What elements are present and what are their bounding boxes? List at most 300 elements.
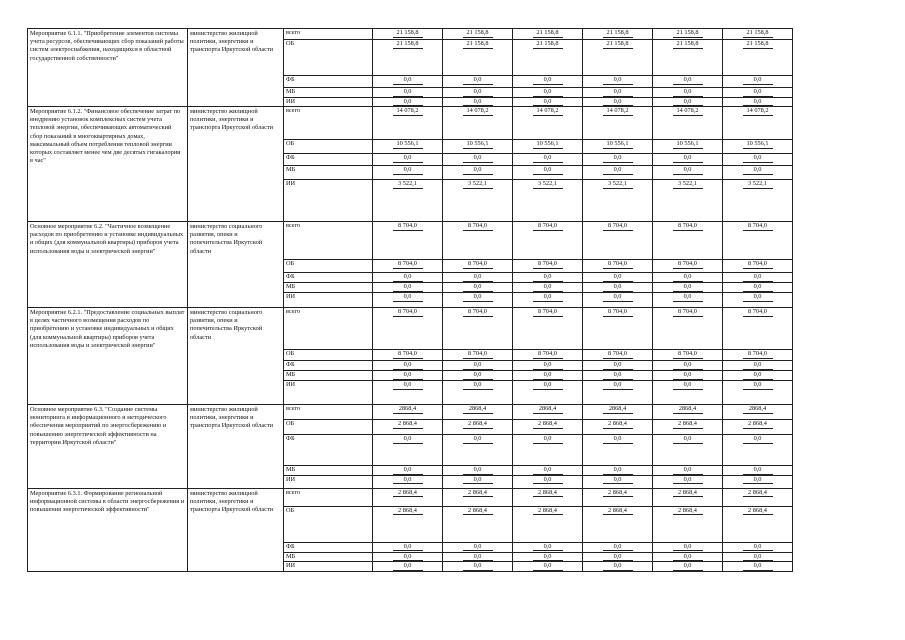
value-text: 2 868,4	[463, 489, 493, 498]
value-text: 0,0	[463, 381, 493, 390]
value-cell	[653, 466, 723, 476]
value-cell	[373, 475, 443, 488]
value-text: 3 522,1	[673, 180, 703, 189]
value-cell	[513, 140, 583, 154]
value-text: 2868,4	[603, 405, 633, 414]
value-text: 0,0	[673, 293, 703, 302]
value-cell	[583, 283, 653, 293]
funding-source-cell: ИИ	[284, 475, 373, 488]
value-text: 21 158,8	[603, 40, 633, 49]
value-cell	[443, 154, 513, 166]
funding-source-cell: ОБ	[284, 260, 373, 273]
value-cell	[513, 273, 583, 283]
value-text: 0,0	[393, 466, 423, 475]
value-text: 21 158,8	[673, 40, 703, 49]
value-text: 0,0	[533, 361, 563, 370]
value-cell	[583, 562, 653, 572]
funding-source-cell: ОБ	[284, 40, 373, 76]
value-cell	[653, 405, 723, 420]
value-cell	[443, 542, 513, 552]
value-cell	[723, 475, 793, 488]
value-cell	[723, 166, 793, 180]
value-text: 0,0	[533, 553, 563, 562]
value-text: 0,0	[743, 154, 773, 163]
value-cell	[513, 420, 583, 435]
value-cell	[723, 283, 793, 293]
value-text: 2 868,4	[463, 420, 493, 429]
value-text: 8 704,0	[673, 260, 703, 269]
value-text: 2 868,4	[393, 489, 423, 498]
value-cell	[653, 222, 723, 260]
value-cell	[443, 260, 513, 273]
value-text: 0,0	[393, 435, 423, 444]
value-text: 0,0	[393, 76, 423, 85]
value-cell	[653, 107, 723, 140]
value-text: 0,0	[533, 435, 563, 444]
value-cell	[653, 350, 723, 361]
value-text: 2868,4	[393, 405, 423, 414]
value-text: 14 078,2	[673, 107, 703, 116]
value-text: 2 868,4	[393, 507, 423, 516]
value-text: 2 868,4	[603, 489, 633, 498]
value-text: 3 522,1	[603, 180, 633, 189]
value-cell	[653, 371, 723, 381]
value-text: 0,0	[393, 273, 423, 282]
value-text: 0,0	[743, 553, 773, 562]
value-cell	[653, 562, 723, 572]
value-text: 0,0	[603, 98, 633, 107]
activity-title: Мероприятие 6.3.1. Формирование региональной информационной системы в области энергосбережения и повышения энергетической эффективности"	[28, 488, 188, 571]
value-text: 0,0	[463, 283, 493, 292]
value-text: 0,0	[743, 293, 773, 302]
value-cell	[723, 29, 793, 40]
value-cell	[583, 381, 653, 405]
value-text: 0,0	[393, 562, 423, 571]
value-cell	[373, 405, 443, 420]
value-cell	[723, 466, 793, 476]
value-cell	[443, 88, 513, 98]
value-cell	[443, 29, 513, 40]
value-cell	[723, 308, 793, 350]
value-text: 3 522,1	[743, 180, 773, 189]
value-cell	[723, 97, 793, 107]
value-cell	[443, 166, 513, 180]
funding-source-cell: ОБ	[284, 420, 373, 435]
value-cell	[373, 293, 443, 308]
funding-source-cell: ИИ	[284, 562, 373, 572]
value-cell	[443, 180, 513, 222]
value-text: 0,0	[533, 371, 563, 380]
funding-source-cell: ФБ	[284, 76, 373, 88]
value-cell	[513, 361, 583, 371]
value-cell	[443, 405, 513, 420]
funding-source-cell: ИИ	[284, 293, 373, 308]
value-text: 0,0	[463, 273, 493, 282]
value-text: 8 704,0	[463, 308, 493, 317]
value-cell	[373, 381, 443, 405]
funding-source-cell: МБ	[284, 88, 373, 98]
value-text: 0,0	[463, 166, 493, 175]
value-cell	[653, 260, 723, 273]
value-cell	[723, 140, 793, 154]
table-row	[28, 308, 793, 350]
value-text: 0,0	[393, 88, 423, 97]
value-cell	[723, 107, 793, 140]
executor-cell: министерство жилищной политики, энергетики и транспорта Иркутской области	[188, 488, 284, 571]
value-cell	[653, 506, 723, 542]
value-text: 14 078,2	[393, 107, 423, 116]
value-text: 0,0	[463, 371, 493, 380]
funding-source-cell: всего	[284, 308, 373, 350]
value-cell	[373, 506, 443, 542]
table-row	[28, 488, 793, 506]
executor-cell: министерство жилищной политики, энергетики и транспорта Иркутской области	[188, 107, 284, 222]
value-cell	[513, 40, 583, 76]
value-text: 0,0	[533, 88, 563, 97]
value-text: 0,0	[673, 154, 703, 163]
value-cell	[583, 140, 653, 154]
value-text: 0,0	[393, 476, 423, 485]
value-cell	[513, 371, 583, 381]
value-text: 21 158,8	[463, 40, 493, 49]
value-text: 0,0	[533, 76, 563, 85]
value-text: 0,0	[463, 293, 493, 302]
value-cell	[373, 40, 443, 76]
value-text: 2868,4	[533, 405, 563, 414]
value-cell	[653, 420, 723, 435]
value-cell	[723, 222, 793, 260]
value-cell	[653, 475, 723, 488]
value-text: 0,0	[533, 273, 563, 282]
table-row	[28, 29, 793, 40]
value-cell	[443, 420, 513, 435]
value-cell	[583, 488, 653, 506]
value-text: 8 704,0	[533, 350, 563, 359]
value-cell	[513, 166, 583, 180]
value-cell	[373, 435, 443, 466]
value-cell	[443, 293, 513, 308]
value-text: 0,0	[673, 166, 703, 175]
value-cell	[723, 180, 793, 222]
value-cell	[373, 180, 443, 222]
value-text: 2 868,4	[533, 420, 563, 429]
value-text: 0,0	[673, 381, 703, 390]
funding-source-cell: всего	[284, 222, 373, 260]
value-text: 0,0	[673, 476, 703, 485]
funding-source-cell: ФБ	[284, 154, 373, 166]
funding-source-cell: МБ	[284, 166, 373, 180]
value-text: 0,0	[743, 476, 773, 485]
funding-source-cell: ИИ	[284, 180, 373, 222]
value-text: 8 704,0	[743, 308, 773, 317]
value-text: 2868,4	[673, 405, 703, 414]
value-cell	[723, 381, 793, 405]
executor-cell: министерство социального развития, опеки и попечительства Иркутской области	[188, 222, 284, 308]
value-text: 0,0	[603, 381, 633, 390]
value-text: 0,0	[463, 466, 493, 475]
value-cell	[443, 475, 513, 488]
value-cell	[513, 88, 583, 98]
value-text: 0,0	[393, 371, 423, 380]
value-text: 0,0	[603, 553, 633, 562]
value-text: 14 078,2	[463, 107, 493, 116]
value-text: 10 556,1	[743, 140, 773, 149]
value-cell	[723, 371, 793, 381]
value-cell	[653, 180, 723, 222]
value-text: 21 158,8	[533, 40, 563, 49]
table-row	[28, 107, 793, 140]
funding-source-cell: МБ	[284, 552, 373, 562]
value-cell	[373, 97, 443, 107]
value-cell	[443, 308, 513, 350]
value-text: 21 158,8	[743, 29, 773, 38]
value-text: 0,0	[463, 88, 493, 97]
value-cell	[653, 542, 723, 552]
activity-title: Мероприятие 6.1.2. "Финансовое обеспечение затрат по внедрению установок комплексных систем учета тепловой энергии, обеспечивающих автоматический сбор показаний в многоквартирных домах, максимальный объем потребления тепловой энергии которых составляет менее чем две десятых гигакалории в час"	[28, 107, 188, 222]
value-cell	[583, 542, 653, 552]
value-cell	[723, 154, 793, 166]
value-text: 0,0	[463, 435, 493, 444]
value-text: 0,0	[673, 553, 703, 562]
value-text: 0,0	[673, 562, 703, 571]
value-cell	[373, 420, 443, 435]
value-text: 0,0	[393, 361, 423, 370]
value-cell	[513, 466, 583, 476]
value-cell	[583, 97, 653, 107]
funding-source-cell: МБ	[284, 371, 373, 381]
value-text: 10 556,1	[673, 140, 703, 149]
value-cell	[583, 466, 653, 476]
funding-source-cell: ФБ	[284, 435, 373, 466]
value-text: 2 868,4	[743, 420, 773, 429]
funding-source-cell: всего	[284, 107, 373, 140]
value-text: 0,0	[533, 166, 563, 175]
value-cell	[653, 361, 723, 371]
value-cell	[723, 88, 793, 98]
value-cell	[443, 40, 513, 76]
value-text: 2 868,4	[743, 507, 773, 516]
value-text: 0,0	[603, 283, 633, 292]
value-cell	[653, 552, 723, 562]
value-text: 0,0	[533, 154, 563, 163]
value-cell	[583, 420, 653, 435]
value-text: 0,0	[463, 476, 493, 485]
value-cell	[373, 283, 443, 293]
funding-source-cell: ИИ	[284, 97, 373, 107]
funding-source-cell: ОБ	[284, 506, 373, 542]
value-cell	[373, 371, 443, 381]
value-text: 0,0	[743, 361, 773, 370]
value-text: 0,0	[463, 154, 493, 163]
value-cell	[373, 361, 443, 371]
value-text: 0,0	[393, 553, 423, 562]
value-cell	[583, 435, 653, 466]
activity-title: Мероприятие 6.2.1. "Предоставление социальных выплат в целях частичного возмещения расходов по приобретению и установке индивидуальных и общих (для коммунальной квартиры) приборов учета использования воды и электрической энергии"	[28, 308, 188, 405]
executor-cell: министерство социального развития, опеки и попечительства Иркутской области	[188, 308, 284, 405]
value-cell	[583, 371, 653, 381]
table-row	[28, 222, 793, 260]
value-cell	[443, 506, 513, 542]
value-cell	[513, 350, 583, 361]
value-text: 0,0	[603, 154, 633, 163]
value-text: 0,0	[603, 476, 633, 485]
value-cell	[513, 260, 583, 273]
value-cell	[723, 506, 793, 542]
value-text: 0,0	[743, 381, 773, 390]
funding-source-cell: ОБ	[284, 140, 373, 154]
value-cell	[653, 293, 723, 308]
value-cell	[583, 552, 653, 562]
value-cell	[443, 371, 513, 381]
value-text: 0,0	[533, 466, 563, 475]
value-text: 0,0	[533, 293, 563, 302]
value-text: 21 158,8	[393, 29, 423, 38]
value-text: 2 868,4	[673, 489, 703, 498]
value-text: 0,0	[673, 371, 703, 380]
value-text: 0,0	[393, 543, 423, 552]
value-cell	[583, 361, 653, 371]
value-cell	[443, 435, 513, 466]
funding-source-cell: ИИ	[284, 381, 373, 405]
executor-cell: министерство жилищной политики, энергетики и транспорта Иркутской области	[188, 405, 284, 489]
value-text: 0,0	[463, 98, 493, 107]
value-text: 0,0	[743, 273, 773, 282]
value-text: 21 158,8	[603, 29, 633, 38]
value-cell	[513, 488, 583, 506]
value-text: 0,0	[603, 562, 633, 571]
value-text: 8 704,0	[673, 308, 703, 317]
value-cell	[583, 273, 653, 283]
value-cell	[723, 76, 793, 88]
value-cell	[513, 552, 583, 562]
value-text: 0,0	[743, 98, 773, 107]
value-cell	[653, 29, 723, 40]
value-text: 0,0	[743, 562, 773, 571]
value-text: 0,0	[463, 562, 493, 571]
value-cell	[513, 29, 583, 40]
funding-source-cell: МБ	[284, 466, 373, 476]
value-cell	[583, 350, 653, 361]
value-cell	[373, 350, 443, 361]
value-cell	[653, 40, 723, 76]
value-cell	[373, 562, 443, 572]
value-cell	[653, 88, 723, 98]
activity-title: Мероприятие 6.1.1. "Приобретение элементов системы учета ресурсов, обеспечивающих сбор показаний работы систем электроснабжения, находящихся в областной государственной собственности"	[28, 29, 188, 107]
value-text: 8 704,0	[393, 350, 423, 359]
value-text: 0,0	[673, 273, 703, 282]
value-text: 0,0	[603, 76, 633, 85]
value-text: 0,0	[393, 154, 423, 163]
value-cell	[583, 475, 653, 488]
value-cell	[583, 107, 653, 140]
value-cell	[443, 552, 513, 562]
value-cell	[373, 222, 443, 260]
value-cell	[513, 435, 583, 466]
funding-source-cell: всего	[284, 405, 373, 420]
value-text: 0,0	[603, 435, 633, 444]
value-cell	[443, 381, 513, 405]
value-text: 10 556,1	[393, 140, 423, 149]
value-text: 8 704,0	[743, 350, 773, 359]
value-cell	[583, 405, 653, 420]
value-cell	[723, 40, 793, 76]
value-cell	[443, 283, 513, 293]
value-cell	[443, 466, 513, 476]
value-text: 2 868,4	[533, 489, 563, 498]
value-text: 2 868,4	[673, 507, 703, 516]
value-text: 8 704,0	[463, 222, 493, 231]
value-cell	[373, 273, 443, 283]
value-cell	[443, 107, 513, 140]
value-cell	[653, 308, 723, 350]
budget-table	[27, 28, 793, 572]
value-text: 0,0	[743, 166, 773, 175]
value-text: 0,0	[393, 293, 423, 302]
funding-source-cell: ФБ	[284, 361, 373, 371]
value-text: 8 704,0	[603, 350, 633, 359]
value-cell	[653, 154, 723, 166]
value-text: 0,0	[743, 543, 773, 552]
value-text: 8 704,0	[673, 350, 703, 359]
value-text: 10 556,1	[603, 140, 633, 149]
value-cell	[723, 435, 793, 466]
value-text: 2 868,4	[743, 489, 773, 498]
value-cell	[373, 76, 443, 88]
value-cell	[443, 97, 513, 107]
value-cell	[373, 488, 443, 506]
value-cell	[443, 361, 513, 371]
value-text: 0,0	[463, 76, 493, 85]
activity-title: Основное мероприятие 6.2. "Частичное возмещение расходов по приобретению и установке индивидуальных и общих (для коммунальной квартиры) приборов учета использования воды и электрической энергии"	[28, 222, 188, 308]
value-cell	[653, 273, 723, 283]
value-text: 0,0	[743, 88, 773, 97]
value-text: 0,0	[603, 543, 633, 552]
value-text: 3 522,1	[533, 180, 563, 189]
value-cell	[373, 107, 443, 140]
value-cell	[723, 361, 793, 371]
value-cell	[723, 562, 793, 572]
value-text: 21 158,8	[673, 29, 703, 38]
value-cell	[373, 308, 443, 350]
value-text: 0,0	[743, 76, 773, 85]
value-text: 0,0	[603, 466, 633, 475]
value-text: 8 704,0	[603, 308, 633, 317]
value-text: 2868,4	[743, 405, 773, 414]
value-text: 8 704,0	[533, 222, 563, 231]
value-cell	[373, 88, 443, 98]
value-text: 14 078,2	[603, 107, 633, 116]
value-cell	[583, 180, 653, 222]
value-text: 0,0	[673, 283, 703, 292]
value-cell	[583, 154, 653, 166]
value-cell	[513, 308, 583, 350]
value-text: 0,0	[603, 273, 633, 282]
value-text: 0,0	[393, 166, 423, 175]
value-cell	[583, 506, 653, 542]
value-cell	[723, 405, 793, 420]
value-text: 0,0	[533, 283, 563, 292]
value-text: 0,0	[673, 98, 703, 107]
value-text: 21 158,8	[533, 29, 563, 38]
value-cell	[373, 154, 443, 166]
value-text: 0,0	[533, 476, 563, 485]
funding-source-cell: всего	[284, 488, 373, 506]
value-text: 14 078,2	[533, 107, 563, 116]
value-text: 2 868,4	[463, 507, 493, 516]
value-cell	[723, 488, 793, 506]
value-cell	[443, 488, 513, 506]
value-cell	[443, 140, 513, 154]
